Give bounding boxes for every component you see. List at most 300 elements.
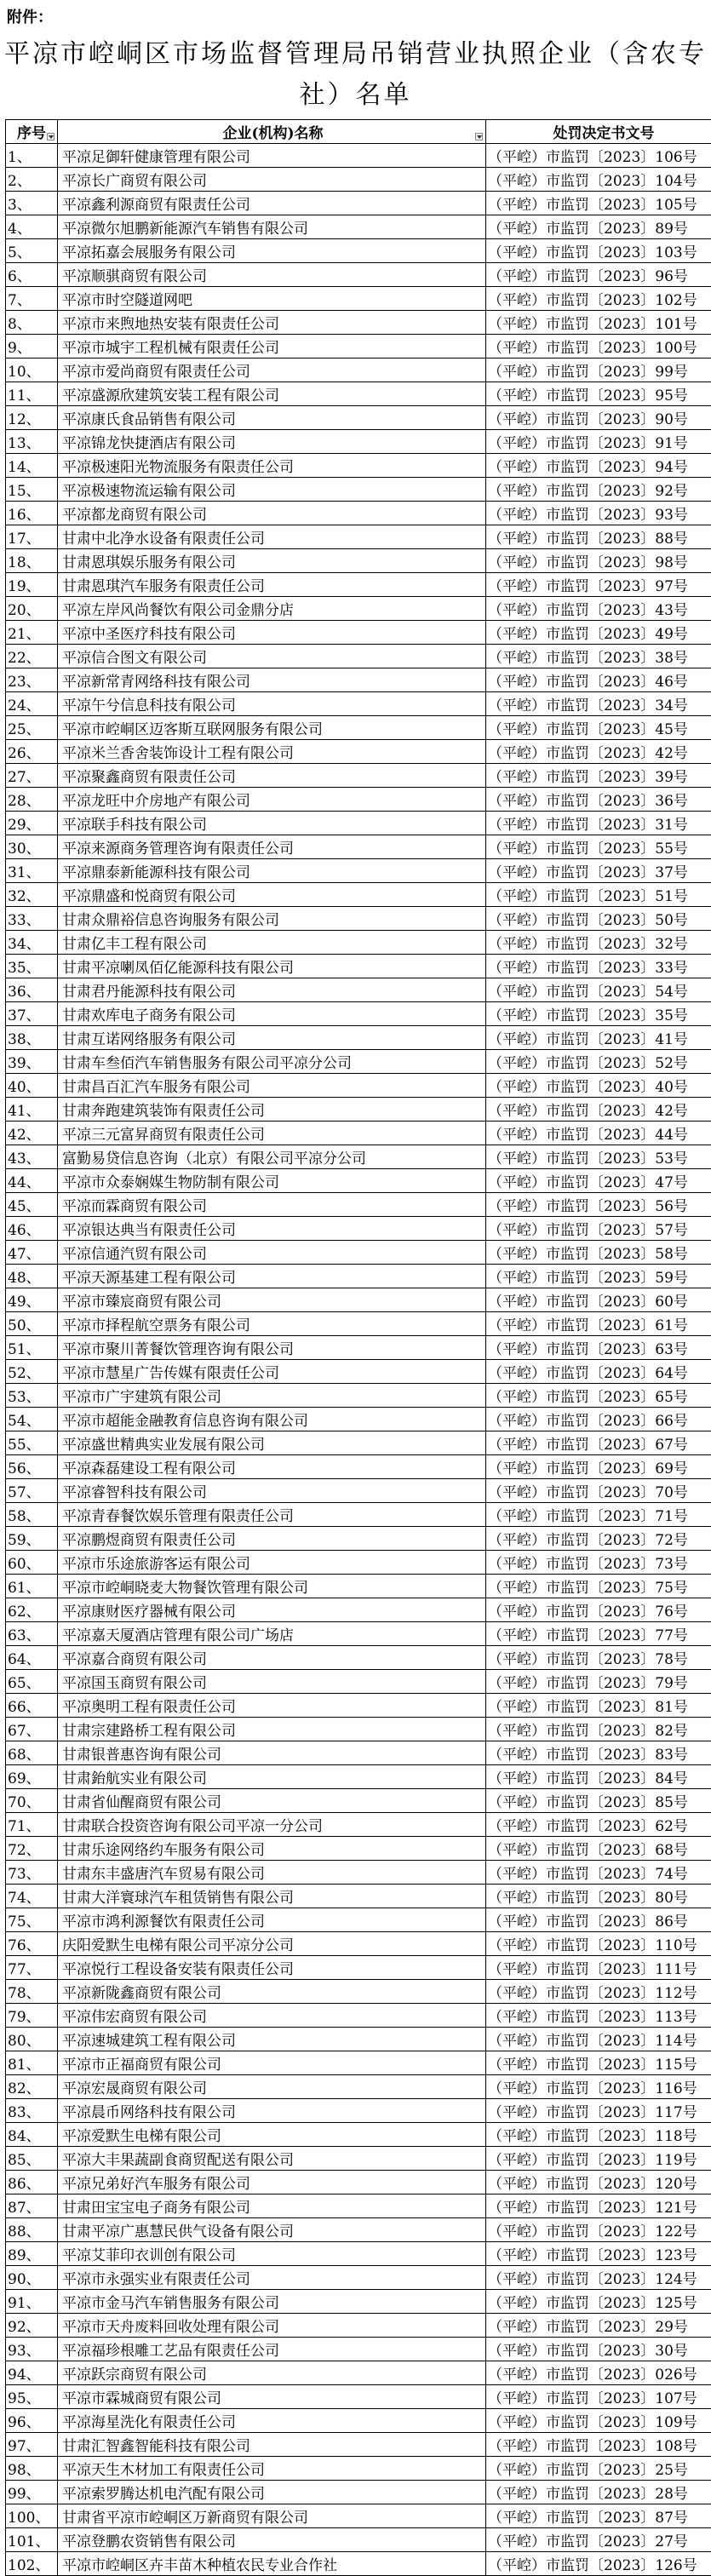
table-row	[6, 764, 711, 788]
enterprise-name: 平凉锦龙快捷酒店有限公司	[58, 430, 486, 454]
row-number: 99、	[6, 2481, 58, 2504]
enterprise-name: 平凉嘉天厦酒店管理有限公司广场店	[58, 1622, 486, 1646]
penalty-doc-number: （平崆）市监罚〔2023〕116号	[486, 2075, 711, 2099]
row-number: 64、	[6, 1646, 58, 1670]
row-number: 44、	[6, 1169, 58, 1193]
penalty-doc-number: （平崆）市监罚〔2023〕113号	[486, 2004, 711, 2028]
enterprise-name: 平凉午兮信息科技有限公司	[58, 692, 486, 716]
enterprise-name: 平凉登鹏农资销售有限公司	[58, 2528, 486, 2552]
header-name[interactable]	[58, 120, 486, 144]
enterprise-name: 平凉市崆峒区卉丰苗木种植农民专业合作社	[58, 2552, 486, 2576]
enterprise-name: 平凉都龙商贸有限公司	[58, 502, 486, 525]
table-row	[6, 1765, 711, 1789]
enterprise-name: 平凉新常青网络科技有限公司	[58, 668, 486, 692]
table-row	[6, 1718, 711, 1741]
table-row	[6, 668, 711, 692]
table-row	[6, 1503, 711, 1527]
table-row	[6, 502, 711, 525]
penalty-doc-number: （平崆）市监罚〔2023〕25号	[486, 2457, 711, 2481]
penalty-doc-number: （平崆）市监罚〔2023〕114号	[486, 2028, 711, 2051]
penalty-doc-number: （平崆）市监罚〔2023〕118号	[486, 2123, 711, 2147]
enterprise-name: 平凉市天舟废料回收处理有限公司	[58, 2314, 486, 2338]
enterprise-name: 平凉天源基建工程有限公司	[58, 1265, 486, 1288]
row-number: 67、	[6, 1718, 58, 1741]
row-number: 101、	[6, 2528, 58, 2552]
table-row	[6, 1980, 711, 2004]
table-row	[6, 1813, 711, 1837]
row-number: 55、	[6, 1431, 58, 1455]
table-row	[6, 478, 711, 502]
penalty-doc-number: （平崆）市监罚〔2023〕85号	[486, 1789, 711, 1813]
row-number: 14、	[6, 454, 58, 478]
penalty-doc-number: （平崆）市监罚〔2023〕72号	[486, 1527, 711, 1551]
table-row	[6, 1145, 711, 1169]
table-row	[6, 1908, 711, 1932]
row-number: 57、	[6, 1479, 58, 1503]
penalty-doc-number: （平崆）市监罚〔2023〕46号	[486, 668, 711, 692]
enterprise-name: 平凉盛世精典实业发展有限公司	[58, 1431, 486, 1455]
penalty-doc-number: （平崆）市监罚〔2023〕56号	[486, 1193, 711, 1217]
row-number: 78、	[6, 1980, 58, 2004]
enterprise-name: 甘肃联合投资咨询有限公司平凉一分公司	[58, 1813, 486, 1837]
enterprise-name: 平凉信通汽贸有限公司	[58, 1241, 486, 1265]
table-row	[6, 1741, 711, 1765]
table-row	[6, 454, 711, 478]
table-row	[6, 2552, 711, 2576]
row-number: 19、	[6, 573, 58, 597]
table-row	[6, 2409, 711, 2433]
table-row	[6, 931, 711, 955]
enterprise-name: 甘肃奔跑建筑装饰有限责任公司	[58, 1098, 486, 1122]
penalty-doc-number: （平崆）市监罚〔2023〕120号	[486, 2171, 711, 2194]
penalty-doc-number: （平崆）市监罚〔2023〕59号	[486, 1265, 711, 1288]
table-row	[6, 1598, 711, 1622]
enterprise-name: 庆阳爱默生电梯有限公司平凉分公司	[58, 1932, 486, 1956]
enterprise-name: 平凉市永强实业有限责任公司	[58, 2266, 486, 2290]
penalty-doc-number: （平崆）市监罚〔2023〕38号	[486, 645, 711, 668]
row-number: 46、	[6, 1217, 58, 1241]
row-number: 39、	[6, 1050, 58, 1074]
row-number: 89、	[6, 2242, 58, 2266]
penalty-doc-number: （平崆）市监罚〔2023〕55号	[486, 835, 711, 859]
penalty-doc-number: （平崆）市监罚〔2023〕107号	[486, 2385, 711, 2409]
row-number: 87、	[6, 2194, 58, 2218]
penalty-doc-number: （平崆）市监罚〔2023〕44号	[486, 1122, 711, 1145]
table-row	[6, 549, 711, 573]
table-row	[6, 1551, 711, 1575]
penalty-doc-number: （平崆）市监罚〔2023〕42号	[486, 1098, 711, 1122]
penalty-doc-number: （平崆）市监罚〔2023〕83号	[486, 1741, 711, 1765]
enterprise-name: 平凉速城建筑工程有限公司	[58, 2028, 486, 2051]
enterprise-name: 平凉索罗腾达机电汽配有限公司	[58, 2481, 486, 2504]
penalty-doc-number: （平崆）市监罚〔2023〕106号	[486, 144, 711, 168]
penalty-doc-number: （平崆）市监罚〔2023〕69号	[486, 1455, 711, 1479]
penalty-doc-number: （平崆）市监罚〔2023〕124号	[486, 2266, 711, 2290]
row-number: 63、	[6, 1622, 58, 1646]
table-row	[6, 597, 711, 621]
table-row	[6, 192, 711, 215]
table-row	[6, 2123, 711, 2147]
table-row	[6, 883, 711, 907]
enterprise-name: 平凉龙旺中介房地产有限公司	[58, 788, 486, 812]
row-number: 43、	[6, 1145, 58, 1169]
table-row	[6, 382, 711, 406]
table-row	[6, 1861, 711, 1885]
enterprise-name: 平凉市霖城商贸有限公司	[58, 2385, 486, 2409]
table-row	[6, 1408, 711, 1431]
row-number: 35、	[6, 955, 58, 978]
table-row	[6, 311, 711, 335]
row-number: 54、	[6, 1408, 58, 1431]
penalty-doc-number: （平崆）市监罚〔2023〕109号	[486, 2409, 711, 2433]
row-number: 27、	[6, 764, 58, 788]
row-number: 81、	[6, 2051, 58, 2075]
enterprise-name: 平凉而霖商贸有限公司	[58, 1193, 486, 1217]
table-row	[6, 1885, 711, 1908]
penalty-doc-number: （平崆）市监罚〔2023〕98号	[486, 549, 711, 573]
row-number: 60、	[6, 1551, 58, 1575]
penalty-doc-number: （平崆）市监罚〔2023〕53号	[486, 1145, 711, 1169]
row-number: 84、	[6, 2123, 58, 2147]
row-number: 18、	[6, 549, 58, 573]
header-no-label: 序号	[17, 125, 46, 142]
penalty-doc-number: （平崆）市监罚〔2023〕41号	[486, 1026, 711, 1050]
penalty-doc-number: （平崆）市监罚〔2023〕67号	[486, 1431, 711, 1455]
penalty-doc-number: （平崆）市监罚〔2023〕115号	[486, 2051, 711, 2075]
row-number: 53、	[6, 1384, 58, 1408]
table-row	[6, 788, 711, 812]
row-number: 72、	[6, 1837, 58, 1861]
table-row	[6, 525, 711, 549]
enterprise-name: 平凉爱默生电梯有限公司	[58, 2123, 486, 2147]
row-number: 80、	[6, 2028, 58, 2051]
row-number: 13、	[6, 430, 58, 454]
row-number: 5、	[6, 239, 58, 263]
table-row	[6, 2028, 711, 2051]
table-row	[6, 740, 711, 764]
enterprise-name: 平凉市崆峒晓麦大物餐饮管理有限公司	[58, 1575, 486, 1598]
table-row	[6, 2051, 711, 2075]
enterprise-name: 平凉鹏煜商贸有限责任公司	[58, 1527, 486, 1551]
penalty-doc-number: （平崆）市监罚〔2023〕111号	[486, 1956, 711, 1980]
table-row	[6, 1241, 711, 1265]
table-row	[6, 1122, 711, 1145]
penalty-doc-number: （平崆）市监罚〔2023〕122号	[486, 2218, 711, 2242]
table-row	[6, 406, 711, 430]
enterprise-table	[5, 119, 711, 2576]
row-number: 30、	[6, 835, 58, 859]
penalty-doc-number: （平崆）市监罚〔2023〕110号	[486, 1932, 711, 1956]
row-number: 10、	[6, 359, 58, 382]
table-row	[6, 430, 711, 454]
row-number: 41、	[6, 1098, 58, 1122]
header-no[interactable]	[6, 120, 58, 144]
table-row	[6, 2171, 711, 2194]
table-row	[6, 645, 711, 668]
enterprise-name: 平凉三元富昇商贸有限责任公司	[58, 1122, 486, 1145]
row-number: 12、	[6, 406, 58, 430]
enterprise-name: 平凉市崆峒区迈客斯互联网服务有限公司	[58, 716, 486, 740]
penalty-doc-number: （平崆）市监罚〔2023〕74号	[486, 1861, 711, 1885]
row-number: 40、	[6, 1074, 58, 1098]
row-number: 50、	[6, 1312, 58, 1336]
enterprise-name: 平凉市众泰娴媒生物防制有限公司	[58, 1169, 486, 1193]
table-row	[6, 1479, 711, 1503]
enterprise-name: 平凉森磊建设工程有限公司	[58, 1455, 486, 1479]
enterprise-name: 甘肃乐途网络约车服务有限公司	[58, 1837, 486, 1861]
table-row	[6, 1265, 711, 1288]
enterprise-name: 甘肃互诺网络服务有限公司	[58, 1026, 486, 1050]
enterprise-name: 平凉足御轩健康管理有限公司	[58, 144, 486, 168]
penalty-doc-number: （平崆）市监罚〔2023〕54号	[486, 978, 711, 1002]
table-row	[6, 692, 711, 716]
table-row	[6, 1670, 711, 1694]
penalty-doc-number: （平崆）市监罚〔2023〕32号	[486, 931, 711, 955]
row-number: 51、	[6, 1336, 58, 1360]
row-number: 88、	[6, 2218, 58, 2242]
row-number: 32、	[6, 883, 58, 907]
enterprise-name: 平凉天生木材加工有限责任公司	[58, 2457, 486, 2481]
row-number: 71、	[6, 1813, 58, 1837]
penalty-doc-number: （平崆）市监罚〔2023〕78号	[486, 1646, 711, 1670]
penalty-doc-number: （平崆）市监罚〔2023〕90号	[486, 406, 711, 430]
enterprise-name: 平凉市臻宸商贸有限公司	[58, 1288, 486, 1312]
enterprise-name: 平凉市鸿利源餐饮有限责任公司	[58, 1908, 486, 1932]
enterprise-name: 平凉睿智科技有限公司	[58, 1479, 486, 1503]
penalty-doc-number: （平崆）市监罚〔2023〕126号	[486, 2552, 711, 2576]
table-row	[6, 2075, 711, 2099]
enterprise-name: 甘肃银普惠咨询有限公司	[58, 1741, 486, 1765]
row-number: 68、	[6, 1741, 58, 1765]
table-row	[6, 1074, 711, 1098]
penalty-doc-number: （平崆）市监罚〔2023〕51号	[486, 883, 711, 907]
enterprise-name: 平凉嘉合商贸有限公司	[58, 1646, 486, 1670]
penalty-doc-number: （平崆）市监罚〔2023〕35号	[486, 1002, 711, 1026]
enterprise-name: 平凉宏晟商贸有限公司	[58, 2075, 486, 2099]
row-number: 58、	[6, 1503, 58, 1527]
table-row	[6, 1455, 711, 1479]
table-row	[6, 812, 711, 835]
enterprise-name: 甘肃欢库电子商务有限公司	[58, 1002, 486, 1026]
row-number: 86、	[6, 2171, 58, 2194]
penalty-doc-number: （平崆）市监罚〔2023〕57号	[486, 1217, 711, 1241]
row-number: 38、	[6, 1026, 58, 1050]
enterprise-name: 平凉市正福商贸有限公司	[58, 2051, 486, 2075]
table-row	[6, 1956, 711, 1980]
row-number: 66、	[6, 1694, 58, 1718]
row-number: 70、	[6, 1789, 58, 1813]
enterprise-name: 平凉来源商务管理咨询有限责任公司	[58, 835, 486, 859]
table-row	[6, 2242, 711, 2266]
table-row	[6, 1336, 711, 1360]
table-row	[6, 907, 711, 931]
enterprise-name: 富勤易贷信息咨询（北京）有限公司平凉分公司	[58, 1145, 486, 1169]
table-row	[6, 835, 711, 859]
table-row	[6, 2218, 711, 2242]
header-doc[interactable]	[486, 120, 711, 144]
penalty-doc-number: （平崆）市监罚〔2023〕125号	[486, 2290, 711, 2314]
enterprise-name: 平凉福珍根雕工艺品有限责任公司	[58, 2338, 486, 2361]
penalty-doc-number: （平崆）市监罚〔2023〕108号	[486, 2433, 711, 2457]
enterprise-name: 平凉兄弟好汽车服务有限公司	[58, 2171, 486, 2194]
penalty-doc-number: （平崆）市监罚〔2023〕58号	[486, 1241, 711, 1265]
penalty-doc-number: （平崆）市监罚〔2023〕43号	[486, 597, 711, 621]
penalty-doc-number: （平崆）市监罚〔2023〕70号	[486, 1479, 711, 1503]
penalty-doc-number: （平崆）市监罚〔2023〕105号	[486, 192, 711, 215]
row-number: 9、	[6, 335, 58, 359]
penalty-doc-number: （平崆）市监罚〔2023〕101号	[486, 311, 711, 335]
table-row	[6, 239, 711, 263]
enterprise-name: 平凉市聚川菁餐饮管理咨询有限公司	[58, 1336, 486, 1360]
table-row	[6, 978, 711, 1002]
row-number: 47、	[6, 1241, 58, 1265]
row-number: 28、	[6, 788, 58, 812]
enterprise-name: 平凉银达典当有限责任公司	[58, 1217, 486, 1241]
penalty-doc-number: （平崆）市监罚〔2023〕45号	[486, 716, 711, 740]
table-row	[6, 1002, 711, 1026]
enterprise-name: 甘肃东丰盛唐汽车贸易有限公司	[58, 1861, 486, 1885]
row-number: 61、	[6, 1575, 58, 1598]
row-number: 75、	[6, 1908, 58, 1932]
table-row	[6, 1527, 711, 1551]
enterprise-name: 平凉左岸风尚餐饮有限公司金鼎分店	[58, 597, 486, 621]
row-number: 45、	[6, 1193, 58, 1217]
enterprise-name: 平凉鼎泰新能源科技有限公司	[58, 859, 486, 883]
table-row	[6, 2147, 711, 2171]
table-row	[6, 1288, 711, 1312]
enterprise-name: 平凉微尔旭鹏新能源汽车销售有限公司	[58, 215, 486, 239]
penalty-doc-number: （平崆）市监罚〔2023〕68号	[486, 1837, 711, 1861]
row-number: 93、	[6, 2338, 58, 2361]
penalty-doc-number: （平崆）市监罚〔2023〕80号	[486, 1885, 711, 1908]
penalty-doc-number: （平崆）市监罚〔2023〕62号	[486, 1813, 711, 1837]
penalty-doc-number: （平崆）市监罚〔2023〕86号	[486, 1908, 711, 1932]
enterprise-name: 平凉鼎盛和悦商贸有限公司	[58, 883, 486, 907]
enterprise-name: 甘肃车叁佰汽车销售服务有限公司平凉分公司	[58, 1050, 486, 1074]
row-number: 69、	[6, 1765, 58, 1789]
table-row	[6, 2099, 711, 2123]
table-row	[6, 2528, 711, 2552]
row-number: 21、	[6, 621, 58, 645]
table-row	[6, 2338, 711, 2361]
row-number: 31、	[6, 859, 58, 883]
penalty-doc-number: （平崆）市监罚〔2023〕42号	[486, 740, 711, 764]
table-row	[6, 1312, 711, 1336]
enterprise-name: 平凉海星洗化有限责任公司	[58, 2409, 486, 2433]
row-number: 24、	[6, 692, 58, 716]
row-number: 49、	[6, 1288, 58, 1312]
penalty-doc-number: （平崆）市监罚〔2023〕39号	[486, 764, 711, 788]
penalty-doc-number: （平崆）市监罚〔2023〕79号	[486, 1670, 711, 1694]
row-number: 6、	[6, 263, 58, 287]
penalty-doc-number: （平崆）市监罚〔2023〕88号	[486, 525, 711, 549]
table-header-row	[6, 120, 711, 144]
penalty-doc-number: （平崆）市监罚〔2023〕102号	[486, 287, 711, 311]
row-number: 83、	[6, 2099, 58, 2123]
penalty-doc-number: （平崆）市监罚〔2023〕112号	[486, 1980, 711, 2004]
filter-dropdown-icon[interactable]	[475, 133, 483, 141]
row-number: 62、	[6, 1598, 58, 1622]
table-row	[6, 335, 711, 359]
enterprise-name: 平凉顺骐商贸有限公司	[58, 263, 486, 287]
enterprise-name: 平凉市爱尚商贸有限责任公司	[58, 359, 486, 382]
enterprise-name: 平凉跃宗商贸有限公司	[58, 2361, 486, 2385]
enterprise-name: 平凉艾菲印衣训创有限公司	[58, 2242, 486, 2266]
row-number: 76、	[6, 1932, 58, 1956]
table-row	[6, 1193, 711, 1217]
penalty-doc-number: （平崆）市监罚〔2023〕64号	[486, 1360, 711, 1384]
row-number: 90、	[6, 2266, 58, 2290]
table-row	[6, 1217, 711, 1241]
penalty-doc-number: （平崆）市监罚〔2023〕36号	[486, 788, 711, 812]
filter-dropdown-icon[interactable]	[47, 133, 54, 141]
table-row	[6, 1837, 711, 1861]
row-number: 16、	[6, 502, 58, 525]
table-row	[6, 2194, 711, 2218]
penalty-doc-number: （平崆）市监罚〔2023〕73号	[486, 1551, 711, 1575]
table-row	[6, 2314, 711, 2338]
penalty-doc-number: （平崆）市监罚〔2023〕93号	[486, 502, 711, 525]
table-row	[6, 621, 711, 645]
enterprise-name: 平凉极速物流运输有限公司	[58, 478, 486, 502]
table-row	[6, 2385, 711, 2409]
enterprise-name: 平凉鑫利源商贸有限责任公司	[58, 192, 486, 215]
enterprise-name: 平凉大丰果蔬副食商贸配送有限公司	[58, 2147, 486, 2171]
row-number: 3、	[6, 192, 58, 215]
table-row	[6, 1098, 711, 1122]
enterprise-name: 甘肃宗建路桥工程有限公司	[58, 1718, 486, 1741]
table-row	[6, 1050, 711, 1074]
enterprise-name: 甘肃鈶航实业有限公司	[58, 1765, 486, 1789]
penalty-doc-number: （平崆）市监罚〔2023〕50号	[486, 907, 711, 931]
table-row	[6, 263, 711, 287]
table-row	[6, 2481, 711, 2504]
table-row	[6, 716, 711, 740]
row-number: 94、	[6, 2361, 58, 2385]
table-row	[6, 2290, 711, 2314]
enterprise-name: 平凉市时空隧道网吧	[58, 287, 486, 311]
row-number: 8、	[6, 311, 58, 335]
row-number: 42、	[6, 1122, 58, 1145]
penalty-doc-number: （平崆）市监罚〔2023〕37号	[486, 859, 711, 883]
penalty-doc-number: （平崆）市监罚〔2023〕84号	[486, 1765, 711, 1789]
table-row	[6, 859, 711, 883]
table-row	[6, 573, 711, 597]
row-number: 59、	[6, 1527, 58, 1551]
penalty-doc-number: （平崆）市监罚〔2023〕99号	[486, 359, 711, 382]
penalty-doc-number: （平崆）市监罚〔2023〕40号	[486, 1074, 711, 1098]
penalty-doc-number: （平崆）市监罚〔2023〕117号	[486, 2099, 711, 2123]
table-row	[6, 1694, 711, 1718]
enterprise-name: 平凉市广宇建筑有限公司	[58, 1384, 486, 1408]
table-row	[6, 215, 711, 239]
enterprise-name: 甘肃汇智鑫智能科技有限公司	[58, 2433, 486, 2457]
table-row	[6, 2433, 711, 2457]
table-row	[6, 2361, 711, 2385]
penalty-doc-number: （平崆）市监罚〔2023〕026号	[486, 2361, 711, 2385]
enterprise-name: 平凉市来煦地热安装有限责任公司	[58, 311, 486, 335]
row-number: 91、	[6, 2290, 58, 2314]
row-number: 20、	[6, 597, 58, 621]
enterprise-name: 平凉盛源欣建筑安装工程有限公司	[58, 382, 486, 406]
penalty-doc-number: （平崆）市监罚〔2023〕103号	[486, 239, 711, 263]
row-number: 65、	[6, 1670, 58, 1694]
penalty-doc-number: （平崆）市监罚〔2023〕52号	[486, 1050, 711, 1074]
table-row	[6, 1384, 711, 1408]
row-number: 29、	[6, 812, 58, 835]
enterprise-name: 平凉青春餐饮娱乐管理有限责任公司	[58, 1503, 486, 1527]
row-number: 56、	[6, 1455, 58, 1479]
